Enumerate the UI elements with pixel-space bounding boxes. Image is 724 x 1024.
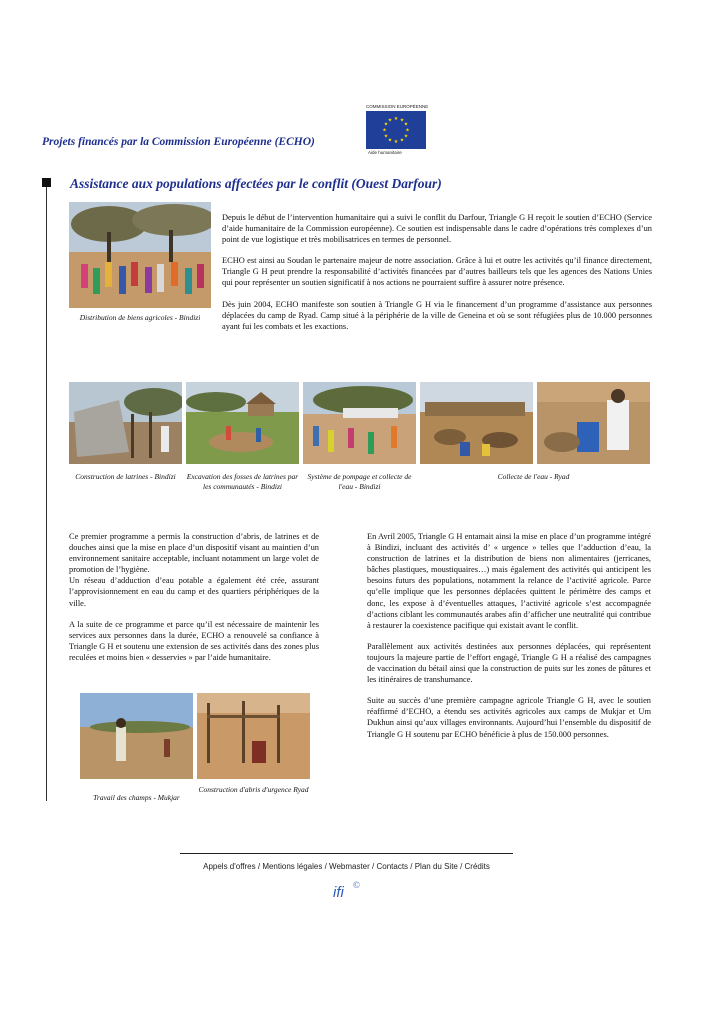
photo-water-collection-2 — [537, 382, 650, 464]
caption-excavation: Excavation des fosses de latrines par les communautés - Bindizi — [186, 472, 299, 491]
caption-latrines: Construction de latrines - Bindizi — [75, 472, 176, 481]
ifi-logo[interactable] — [331, 880, 371, 904]
svg-text:★: ★ — [393, 139, 399, 145]
caption-water-collection: Collecte de l'eau - Ryad — [497, 472, 570, 481]
svg-text:★: ★ — [403, 121, 409, 128]
footer-link-webmaster[interactable]: Webmaster — [329, 862, 370, 871]
svg-text:★: ★ — [387, 117, 393, 124]
photo-water-collection-1 — [420, 382, 533, 464]
svg-text:★: ★ — [403, 133, 409, 140]
svg-text:★: ★ — [399, 117, 405, 124]
photo-fields — [80, 693, 193, 779]
right-paragraph-3: Suite au succès d’une première campagne agricole Triangle G H, avec le soutien réaffirmé d’ECHO, a étendu ses activités agricoles aux camps de Mukjar et Um Dukhun ainsi qu’aux villages environnants. Aujourd’hui l’ensemble du dispositif de Triangle G H soutenu par ECHO bénéficie à plus de 150.000 personnes. — [367, 696, 651, 739]
caption-pumping: Système de pompage et collecte de l'eau - Bindizi — [307, 472, 412, 491]
svg-text:★: ★ — [405, 127, 410, 134]
eu-logo-top-text: COMMISSION EUROPÉENNE — [366, 104, 429, 109]
page-header-title: Projets financés par la Commission Européenne (ECHO) — [42, 136, 315, 148]
right-paragraph-1: En Avril 2005, Triangle G H entamait ainsi la mise en place d’un programme intégré à Bindizi, incluant des activités d’ « urgence » telles que l’adduction d’eau, la construction de latrines et la distribution de biens non alimentaires (jerricanes, bâches plastiques, moustiquaires…) mais également des activités qui anticipent les besoins futurs des populations, notamment la relance de l’activité agricole. Parce qu’elle implique que les personnes déplacées quittent le périmètre des camps et donc, les expose à d’éventuelles attaques, l’activité agricole s’est accompagnée d’actions ciblant les communautés arabes afin d’afficher une neutralité qui contribue à restaurer la coexistence pacifique qui existait avant le conflit. — [367, 532, 651, 630]
caption-distribution: Distribution de biens agricoles - Bindizi — [79, 313, 201, 322]
svg-text:★: ★ — [382, 127, 387, 134]
section-title: Assistance aux populations affectées par le conflit (Ouest Darfour) — [70, 176, 442, 191]
footer-link-contacts[interactable]: Contacts — [376, 862, 409, 871]
right-paragraph-2: Parallèlement aux activités destinées aux personnes déplacées, qui représentent toujours la majeure partie de l’effort engagé, Triangle G H a réalisé des campagnes de vaccination du bétail ainsi que la construction de puits sur les zones de pâtures et les itinéraires de transhumance. — [367, 641, 651, 685]
right-column-text — [367, 531, 651, 750]
svg-text:★: ★ — [399, 137, 405, 144]
photo-pumping — [303, 382, 416, 464]
eu-stars-icon — [366, 111, 426, 149]
photo-shelters — [197, 693, 310, 779]
footer-divider — [180, 853, 513, 854]
section-bullet — [42, 178, 51, 187]
svg-text:★: ★ — [387, 137, 393, 144]
left-paragraph-2: Un réseau d’adduction d’eau potable a également été crée, assurant l’approvisionnement en eau du camp et des quartiers périphériques de la ville. — [69, 576, 319, 608]
intro-paragraph-1: Depuis le début de l’intervention humanitaire qui a suivi le conflit du Darfour, Triangle G H reçoit le soutien d’ECHO (Service d’aide humanitaire de la Commission européenne). Ce soutien est indispensable dans le cadre d’opérations très complexes d’un point de vue logistique et très mobilisatrices en termes de personnel. — [222, 213, 652, 245]
section-vertical-rule — [46, 187, 47, 801]
intro-paragraph-2: ECHO est ainsi au Soudan le partenaire majeur de notre association. Grâce à lui et outre les activités qu’il finance directement, Triangle G H peut prendre la responsabilité d’activités financées par d’autres bailleurs tels que les agences des Nations Unies qui pour représenter un soutien significatif à nos actions ne pourraient suffire à assurer notre présence. — [222, 256, 652, 288]
svg-text:★: ★ — [383, 133, 389, 140]
intro-paragraph-3: Dès juin 2004, ECHO manifeste son soutien à Triangle G H via le financement d’un programme d’assistance aux personnes déplacées du camp de Ryad. Camp situé à la périphérie de la ville de Geneina et où se sont réfugiées plus de 10.000 personnes ayant fui les combats et les exactions. — [222, 299, 652, 331]
left-paragraph-3: A la suite de ce programme et parce qu’il est nécessaire de maintenir les services aux personnes dans la durée, ECHO a renouvelé sa confiance à Triangle G H et soutenu une extension de ses activités dans des zones plus reculées et moins bien « desservies » par l’aide humanitaire. — [69, 619, 319, 662]
caption-fields: Travail des champs - Mukjar — [93, 793, 180, 802]
left-column-text — [69, 531, 319, 673]
svg-text:★: ★ — [393, 116, 399, 122]
eu-logo-bottom-text: Aide humanitaire — [368, 150, 402, 155]
footer-link-credits[interactable]: Crédits — [464, 862, 490, 871]
footer-link-plan[interactable]: Plan du Site — [414, 862, 458, 871]
ifi-logo-text: ifi — [333, 884, 344, 901]
photo-distribution — [69, 202, 211, 308]
footer-link-appels[interactable]: Appels d'offres — [203, 862, 256, 871]
footer-separator: / — [369, 862, 377, 871]
footer-links — [180, 862, 513, 871]
photo-excavation — [186, 382, 299, 464]
footer-separator: / — [255, 862, 263, 871]
left-paragraph-1: Ce premier programme a permis la construction d’abris, de latrines et de douches ainsi que la mise en place d’un dispositif visant au maintien d’un environnement sanitaire acceptable, incluant notamment un large volet de promotion de l’hygiène. — [69, 532, 319, 575]
photo-latrines — [69, 382, 182, 464]
footer-separator: / — [408, 862, 415, 871]
eu-flag-icon — [366, 111, 426, 149]
copyright-symbol: © — [353, 880, 360, 890]
caption-shelters: Construction d'abris d'urgence Ryad — [198, 785, 309, 794]
footer-separator: / — [322, 862, 330, 871]
footer-separator: / — [457, 862, 465, 871]
svg-text:★: ★ — [383, 121, 389, 128]
eu-logo — [366, 104, 430, 162]
footer-link-mentions[interactable]: Mentions légales — [262, 862, 323, 871]
intro-text — [222, 212, 652, 342]
